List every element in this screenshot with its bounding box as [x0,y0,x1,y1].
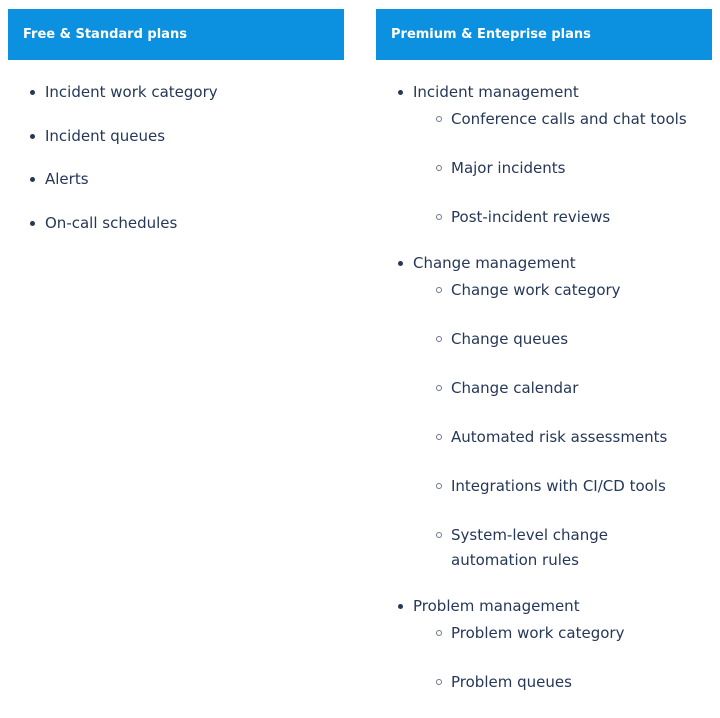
list-item: Change work category [413,278,712,303]
list-item: Post-incident reviews [413,205,712,230]
list-item: Conference calls and chat tools [413,107,712,132]
premium-enterprise-column [376,9,712,718]
list-item: Automated risk assessments [413,425,712,450]
circle-bullet-icon [436,532,442,538]
circle-bullet-icon [436,336,442,342]
circle-bullet-icon [436,165,442,171]
circle-bullet-icon [436,287,442,293]
list-item: System-level change automation rules [413,523,651,573]
free-standard-header: Free & Standard plans [8,9,344,60]
list-item: Major incidents [413,156,712,181]
free-standard-list [8,82,344,233]
free-standard-column [8,9,344,257]
circle-bullet-icon [436,116,442,122]
list-item: Problem work category [413,621,712,646]
bullet-icon [398,261,403,266]
circle-bullet-icon [436,630,442,636]
group-incident-management: Incident management Conference calls and chat tools Major incidents Post-incident reviews [376,82,712,230]
group-change-management: Change management Change work category Change queues Change calendar Automated risk assessments Integrations with CI/CD tools System-level change automation rules [376,253,712,573]
bullet-icon [398,604,403,609]
circle-bullet-icon [436,483,442,489]
list-item: On-call schedules [8,213,344,233]
list-item: Integrations with CI/CD tools [413,474,712,499]
list-item: Incident queues [8,126,344,146]
circle-bullet-icon [436,679,442,685]
circle-bullet-icon [436,385,442,391]
bullet-icon [30,177,35,182]
circle-bullet-icon [436,214,442,220]
list-item: Change calendar [413,376,712,401]
list-item: Incident work category [8,82,344,102]
bullet-icon [30,134,35,139]
list-item: Change queues [413,327,712,352]
bullet-icon [398,90,403,95]
premium-enterprise-header: Premium & Enteprise plans [376,9,712,60]
group-problem-management: Problem management Problem work category Problem queues [376,596,712,695]
circle-bullet-icon [436,434,442,440]
bullet-icon [30,90,35,95]
premium-enterprise-list [376,82,712,695]
bullet-icon [30,221,35,226]
list-item: Alerts [8,169,344,189]
list-item: Problem queues [413,670,712,695]
